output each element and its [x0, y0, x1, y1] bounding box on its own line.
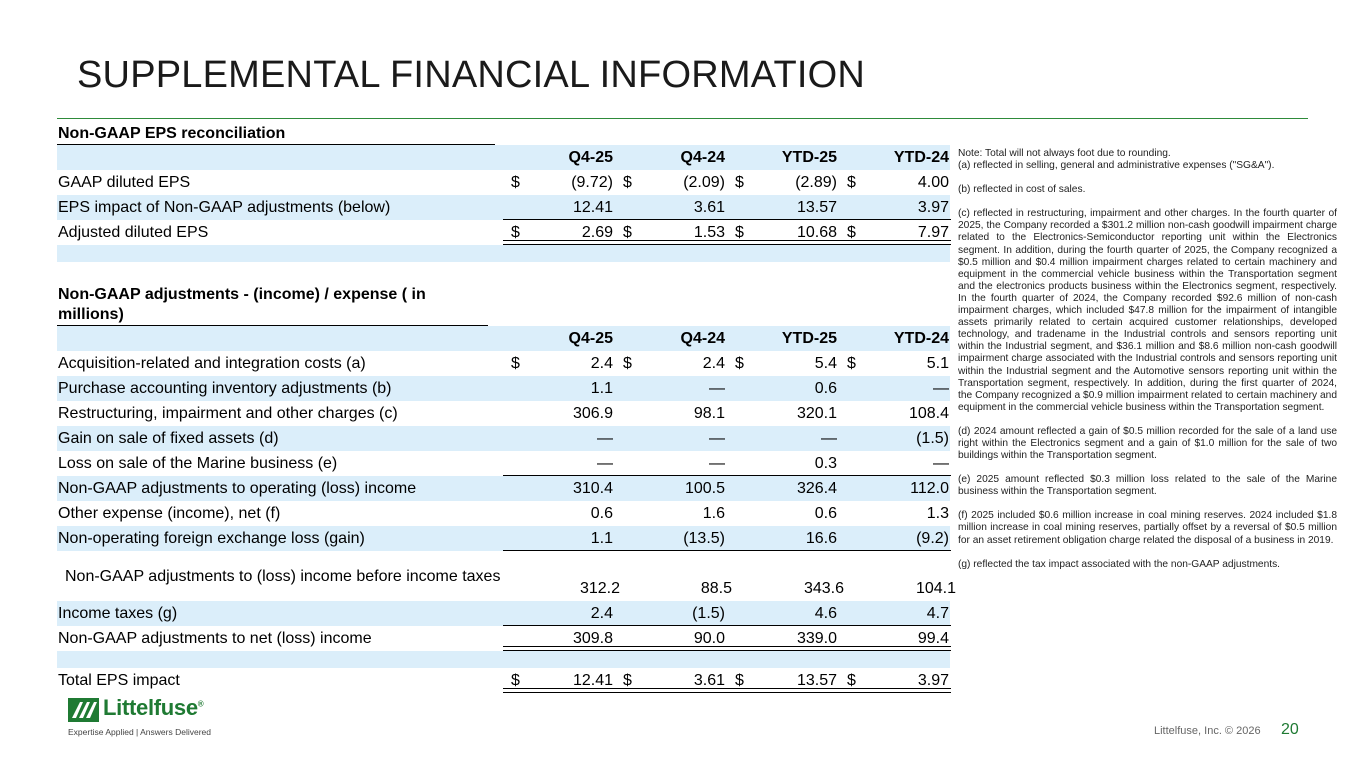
table-row — [57, 526, 950, 551]
cell-value: 3.97 — [917, 671, 949, 689]
currency-symbol: $ — [623, 173, 632, 191]
cell-value: (9.72) — [571, 173, 613, 191]
cell-value: 108.4 — [908, 404, 949, 422]
cell-value: 0.6 — [590, 504, 613, 522]
value-cell — [615, 195, 727, 220]
row-label: Non-operating foreign exchange loss (gain) — [58, 529, 365, 547]
value-cell — [727, 376, 839, 401]
column-header-row — [57, 145, 950, 170]
cell-value: 112.0 — [910, 479, 949, 497]
footnote: Note: Total will not always foot due to rounding. (a) reflected in selling, general and administrative expenses ("SG&A"). — [958, 148, 1275, 172]
currency-symbol: $ — [511, 223, 520, 241]
table-row — [57, 426, 950, 451]
value-cell — [503, 476, 615, 501]
cell-value: 1.1 — [590, 529, 613, 547]
currency-symbol: $ — [847, 223, 856, 241]
footnote: (g) reflected the tax impact associated with the non-GAAP adjustments. — [958, 558, 1281, 570]
value-cell — [727, 626, 839, 651]
column-header: YTD-24 — [893, 148, 949, 166]
column-header: YTD-24 — [893, 329, 949, 347]
cell-value: 2.69 — [581, 223, 613, 241]
cell-value: 306.9 — [572, 404, 613, 422]
cell-value: 13.57 — [796, 671, 837, 689]
value-cell — [615, 376, 727, 401]
header-spacer — [57, 326, 503, 351]
row-label: Adjusted diluted EPS — [58, 223, 209, 241]
value-cell — [615, 351, 727, 376]
currency-symbol: $ — [511, 354, 520, 372]
cell-value: — — [709, 454, 725, 472]
value-cell — [503, 351, 615, 376]
cell-value: — — [709, 429, 725, 447]
cell-value: 4.7 — [926, 604, 949, 622]
cell-value: 13.57 — [796, 198, 837, 216]
column-header: Q4-25 — [568, 148, 613, 166]
table-row — [57, 551, 956, 601]
registered-mark: ® — [197, 699, 204, 709]
adjustments-table — [57, 326, 956, 693]
value-cell — [839, 401, 951, 426]
value-cell — [839, 426, 951, 451]
table-row — [57, 351, 950, 376]
spacer-row — [57, 245, 950, 262]
title-divider — [57, 118, 1308, 119]
footnote: (d) 2024 amount reflected a gain of $0.5 million recorded for the sale of a land use right within the Electronics segment and a gain of $1.0 million for the sale of two buildings within the Transportation segment. — [958, 425, 1337, 462]
spacer-row — [57, 651, 950, 668]
row-label: GAAP diluted EPS — [58, 173, 191, 191]
value-cell — [503, 526, 615, 551]
value-cell — [727, 426, 839, 451]
currency-symbol: $ — [847, 354, 856, 372]
cell-value: 343.6 — [803, 580, 844, 597]
row-label: Acquisition-related and integration costs (a) — [58, 354, 366, 372]
cell-value: 88.5 — [700, 580, 732, 597]
column-header: Q4-24 — [680, 148, 725, 166]
table-row — [57, 451, 950, 476]
row-label: Other expense (income), net (f) — [58, 504, 281, 522]
cell-value: 0.6 — [814, 504, 837, 522]
value-cell — [727, 170, 839, 195]
value-cell — [510, 551, 622, 601]
column-header: Q4-25 — [568, 329, 613, 347]
spacer-row — [57, 262, 950, 279]
row-label: Non-GAAP adjustments to operating (loss) income — [58, 479, 417, 497]
cell-value: 104.1 — [915, 580, 956, 597]
column-header: YTD-25 — [781, 329, 837, 347]
table-row — [57, 195, 950, 220]
cell-value: 4.6 — [814, 604, 837, 622]
cell-value: (13.5) — [683, 529, 725, 547]
value-cell — [615, 451, 727, 476]
financial-table — [57, 124, 956, 693]
row-label: Loss on sale of the Marine business (e) — [58, 454, 338, 472]
value-cell — [727, 476, 839, 501]
logo-tagline: Expertise Applied | Answers Delivered — [68, 727, 212, 737]
table-row — [57, 501, 950, 526]
footer-copyright: Littelfuse, Inc. © 2026 — [1154, 725, 1261, 737]
value-cell — [615, 476, 727, 501]
currency-symbol: $ — [847, 173, 856, 191]
value-cell — [839, 451, 951, 476]
cell-value: 1.3 — [926, 504, 949, 522]
value-cell — [615, 501, 727, 526]
currency-symbol: $ — [511, 173, 520, 191]
table-row — [57, 401, 950, 426]
value-cell — [503, 401, 615, 426]
value-cell — [727, 451, 839, 476]
footnote: (f) 2025 included $0.6 million increase in coal mining reserves. 2024 included $1.8 million increase in coal mining reserves, partially offset by a reversal of $0.5 million for an asset retirement obligation charge related the disposal of a business in 2019. — [958, 510, 1337, 546]
value-cell — [503, 170, 615, 195]
column-header: YTD-25 — [781, 148, 837, 166]
value-cell — [503, 195, 615, 220]
cell-value: 312.2 — [579, 580, 620, 597]
currency-symbol: $ — [623, 223, 632, 241]
littelfuse-mark-icon — [68, 698, 99, 722]
table-row — [57, 220, 950, 245]
cell-value: 10.68 — [796, 223, 837, 241]
row-label: Gain on sale of fixed assets (d) — [58, 429, 279, 447]
value-cell — [727, 601, 839, 626]
value-cell — [503, 501, 615, 526]
cell-value: 310.4 — [572, 479, 613, 497]
currency-symbol: $ — [623, 354, 632, 372]
value-cell — [839, 170, 951, 195]
value-cell — [839, 668, 951, 693]
cell-value: 99.4 — [917, 629, 949, 647]
cell-value: 12.41 — [572, 671, 613, 689]
cell-value: — — [597, 454, 613, 472]
cell-value: 2.4 — [702, 354, 725, 372]
row-label: Non-GAAP adjustments to (loss) income before income taxes — [65, 567, 501, 585]
footnote: (b) reflected in cost of sales. — [958, 184, 1086, 196]
cell-value: 100.5 — [684, 479, 725, 497]
currency-symbol: $ — [847, 671, 856, 689]
cell-value: (2.89) — [795, 173, 837, 191]
cell-value: 5.4 — [814, 354, 837, 372]
row-label: Restructuring, impairment and other charges (c) — [58, 404, 398, 422]
cell-value: 90.0 — [693, 629, 725, 647]
currency-symbol: $ — [511, 671, 520, 689]
value-cell — [839, 626, 951, 651]
logo-wordmark: Littelfuse — [103, 695, 198, 720]
cell-value: 1.6 — [702, 504, 725, 522]
cell-value: 16.6 — [805, 529, 837, 547]
value-cell — [503, 426, 615, 451]
cell-value: 0.6 — [814, 379, 837, 397]
cell-value: 5.1 — [926, 354, 949, 372]
value-cell — [615, 626, 727, 651]
cell-value: — — [709, 379, 725, 397]
value-cell — [727, 501, 839, 526]
cell-value: (1.5) — [692, 604, 725, 622]
row-label: EPS impact of Non-GAAP adjustments (below) — [58, 198, 391, 216]
cell-value: 326.4 — [796, 479, 837, 497]
row-label: Total EPS impact — [58, 671, 180, 689]
cell-value: 1.53 — [693, 223, 725, 241]
table-row — [57, 170, 950, 195]
cell-value: 12.41 — [572, 198, 613, 216]
value-cell — [615, 526, 727, 551]
row-label: Purchase accounting inventory adjustments (b) — [58, 379, 392, 397]
value-cell — [503, 601, 615, 626]
footnote: (e) 2025 amount reflected $0.3 million loss related to the sale of the Marine business within the Transportation segment. — [958, 474, 1337, 498]
page-number: 20 — [1281, 721, 1299, 738]
value-cell — [615, 401, 727, 426]
page-title: SUPPLEMENTAL FINANCIAL INFORMATION — [77, 54, 866, 96]
cell-value: — — [933, 454, 949, 472]
value-cell — [839, 526, 951, 551]
currency-symbol: $ — [735, 354, 744, 372]
row-label: Income taxes (g) — [58, 604, 178, 622]
cell-value: 2.4 — [590, 354, 613, 372]
currency-symbol: $ — [735, 671, 744, 689]
cell-value: (1.5) — [916, 429, 949, 447]
header-spacer — [57, 145, 503, 170]
table-row — [57, 476, 950, 501]
currency-symbol: $ — [735, 173, 744, 191]
value-cell — [846, 551, 958, 601]
value-cell — [615, 426, 727, 451]
value-cell — [622, 551, 734, 601]
value-cell — [503, 451, 615, 476]
footnotes — [958, 148, 1337, 571]
table-row — [57, 376, 950, 401]
value-cell — [839, 476, 951, 501]
value-cell — [839, 195, 951, 220]
cell-value: (9.2) — [916, 529, 949, 547]
cell-value: 320.1 — [796, 404, 837, 422]
cell-value: — — [821, 429, 837, 447]
cell-value: (2.09) — [683, 173, 725, 191]
value-cell — [615, 220, 727, 245]
cell-value: 3.97 — [917, 198, 949, 216]
value-cell — [503, 626, 615, 651]
column-header: Q4-24 — [680, 329, 725, 347]
value-cell — [727, 401, 839, 426]
cell-value: 339.0 — [796, 629, 837, 647]
value-cell — [503, 220, 615, 245]
cell-value: 98.1 — [693, 404, 725, 422]
value-cell — [839, 351, 951, 376]
cell-value: 3.61 — [693, 198, 725, 216]
value-cell — [727, 526, 839, 551]
value-cell — [839, 220, 951, 245]
value-cell — [727, 195, 839, 220]
value-cell — [615, 668, 727, 693]
value-cell — [839, 601, 951, 626]
footnote: (c) reflected in restructuring, impairment and other charges. In the fourth quarter of 2025, the Company recorded a $301.2 million non-cash goodwill impairment charge related to the Electronics-Semiconductor reporting unit within the Electronics segment. In addition, during the fourth quarter of 2025, the Company recognized a $0.5 million and $0.4 million impairment charges related to certain machinery and equipment in the commercial vehicle business within the Transportation segment and the electronics products business within the Electronics segment, respectively. In the fourth quarter of 2024, the Company recorded $92.6 million of non-cash impairment charges, which included $47.8 million for the impairment of intangible assets primarily related to certain acquired customer relationships, developed technology, and tradename in the Industrial controls and sensors reporting unit within the Industrial segment, and $36.1 million and $8.6 million non-cash goodwill impairment charge associated with the Industrial controls and sensors reporting unit within the Industrial segment and the Automotive sensors reporting unit within the Transportation segment, respectively. In addition, during the first quarter of 2024, the Company recognized a $0.9 million impairment related to certain machinery and equipment in the commercial vehicle business within the Transportation segment. — [958, 208, 1337, 413]
cell-value: — — [597, 429, 613, 447]
value-cell — [727, 220, 839, 245]
cell-value: 1.1 — [590, 379, 613, 397]
cell-value: 309.8 — [572, 629, 613, 647]
eps-table — [57, 145, 950, 262]
value-cell — [615, 170, 727, 195]
value-cell — [615, 601, 727, 626]
section-title-adjustments: Non-GAAP adjustments - (income) / expense ( in millions) — [57, 279, 488, 326]
row-label: Non-GAAP adjustments to net (loss) income — [58, 629, 372, 647]
currency-symbol: $ — [735, 223, 744, 241]
cell-value: 7.97 — [917, 223, 949, 241]
cell-value: 3.61 — [693, 671, 725, 689]
cell-value: — — [933, 379, 949, 397]
value-cell — [839, 501, 951, 526]
value-cell — [727, 668, 839, 693]
currency-symbol: $ — [623, 671, 632, 689]
value-cell — [727, 351, 839, 376]
table-row — [57, 601, 950, 626]
table-row — [57, 668, 950, 693]
section-title-eps: Non-GAAP EPS reconciliation — [57, 124, 495, 145]
value-cell — [503, 668, 615, 693]
column-header-row — [57, 326, 950, 351]
value-cell — [503, 376, 615, 401]
cell-value: 2.4 — [590, 604, 613, 622]
cell-value: 4.00 — [917, 173, 949, 191]
cell-value: 0.3 — [814, 454, 837, 472]
value-cell — [734, 551, 846, 601]
table-row — [57, 626, 950, 651]
value-cell — [839, 376, 951, 401]
